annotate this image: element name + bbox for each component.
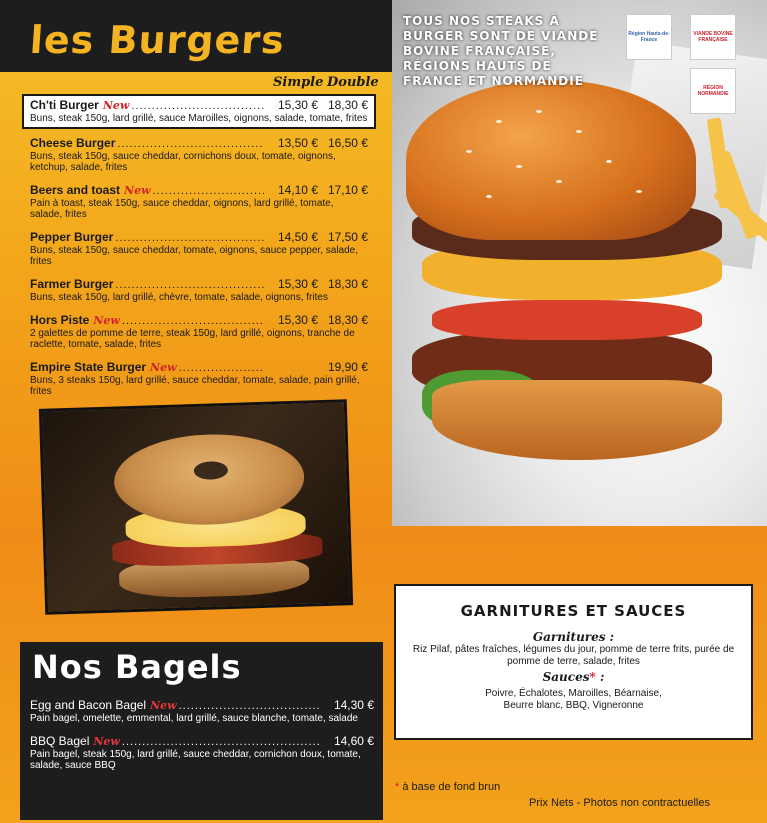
bagel-item [30, 698, 374, 724]
burger-item-line [30, 230, 368, 245]
burger-description: Buns, steak 150g, sauce cheddar, cornichons doux, tomate, oignons, ketchup, salade, frites [30, 151, 336, 173]
tomato-layer [432, 300, 702, 340]
leader-dots [115, 278, 264, 292]
burger-description: Buns, steak 150g, lard grillé, sauce Maroilles, oignons, salade, tomate, frites [30, 113, 368, 124]
column-double-header: Double [327, 75, 379, 90]
leader-dots [117, 137, 264, 151]
burger-name: Hors Piste [30, 313, 90, 327]
steak-origin-notice: TOUS NOS STEAKS À BURGER SONT DE VIANDE BOVINE FRANÇAISE, RÉGIONS HAUTS DE FRANCE ET NORMANDIE [403, 14, 599, 88]
price-simple: 13,50 € [277, 136, 318, 150]
new-badge: New [93, 735, 120, 748]
burger-description: Pain à toast, steak 150g, sauce cheddar, oignons, lard grillé, tomate, salade, frites [30, 198, 334, 220]
leader-dots [122, 735, 320, 749]
viande-bovine-francaise-logo [690, 14, 736, 60]
prix-note: Prix Nets - Photos non contractuelles [529, 797, 710, 809]
bun-top [406, 80, 696, 240]
bagel-description: Pain bagel, steak 150g, lard grillé, sauce cheddar, cornichon doux, tomate, salade, sauce BBQ [30, 749, 361, 771]
page-title: les Burgers [28, 18, 287, 62]
price-double: 18,30 € [327, 98, 368, 112]
sauces-colon: : [595, 670, 605, 684]
burger-description: Buns, steak 150g, lard grillé, chèvre, tomate, salade, oignons, frites [30, 292, 328, 303]
burger-name: Ch'ti Burger [30, 98, 99, 112]
bagel-description: Pain bagel, omelette, emmental, lard grillé, sauce blanche, tomate, salade [30, 713, 358, 724]
price-double: 19,90 € [327, 360, 368, 374]
sauces-asterisk: * [589, 670, 596, 684]
price-simple: 14,10 € [277, 183, 318, 197]
price-double: 17,50 € [327, 230, 368, 244]
bagel-price: 14,60 € [333, 734, 374, 748]
burger-description: Buns, 3 steaks 150g, lard grillé, sauce cheddar, tomate, salade, pain grillé, frites [30, 375, 360, 397]
new-badge: New [150, 699, 177, 712]
hauts-de-france-logo-text: Région Hauts-de-France [628, 31, 670, 43]
burger-item [22, 275, 376, 306]
footnote [395, 781, 500, 793]
garnitures-box [394, 584, 753, 740]
bagel-item-line [30, 734, 374, 749]
garnitures-title: GARNITURES ET SAUCES [460, 602, 687, 620]
price-double: 17,10 € [327, 183, 368, 197]
burger-description: Buns, steak 150g, sauce cheddar, tomate, oignons, sauce pepper, salade, frites [30, 245, 359, 267]
burger-item-line [30, 360, 368, 375]
burger-item [22, 134, 376, 176]
leader-dots [179, 699, 320, 713]
viande-bovine-logo-text: VIANDE BOVINE FRANÇAISE [693, 31, 733, 43]
burger-item-line [30, 136, 368, 151]
bagel-name: Egg and Bacon Bagel [30, 698, 147, 712]
garnitures-text: Riz Pilaf, pâtes fraîches, légumes du jour, pomme de terre frits, purée de pomme de terre, salade, frites [412, 644, 735, 667]
burger-item [22, 228, 376, 270]
sesame-seed [496, 120, 502, 123]
sesame-seed [606, 160, 612, 163]
sesame-seed [576, 130, 582, 133]
sesame-seed [536, 110, 542, 113]
price-double: 18,30 € [327, 313, 368, 327]
sesame-seed [516, 165, 522, 168]
normandie-logo-text: RÉGION NORMANDIE [697, 85, 729, 97]
bagel-photo [39, 399, 353, 615]
price-double: 16,50 € [327, 136, 368, 150]
burger-item [22, 311, 376, 353]
price-simple: 15,30 € [277, 313, 318, 327]
sauces-label-line [396, 670, 751, 684]
hauts-de-france-logo [626, 14, 672, 60]
column-simple-header: Simple [273, 75, 324, 90]
price-simple: 14,50 € [277, 230, 318, 244]
burger-item-line [30, 98, 368, 113]
burger-name: Beers and toast [30, 183, 121, 197]
bagels-section [20, 642, 383, 820]
sesame-seed [636, 190, 642, 193]
burger-description: 2 galettes de pomme de terre, steak 150g, lard grillé, oignons, tranche de raclette, tomate, salade, frites [30, 328, 355, 350]
leader-dots [131, 99, 264, 113]
new-badge: New [150, 361, 177, 374]
burger-name: Pepper Burger [30, 230, 114, 244]
leader-dots [179, 361, 264, 375]
sauces-label: Sauces [542, 670, 590, 684]
bagel-item-line [30, 698, 374, 713]
burger-name: Empire State Burger [30, 360, 147, 374]
sesame-seed [556, 180, 562, 183]
burger-item [22, 94, 376, 129]
burger-item-line [30, 313, 368, 328]
bagel-price: 14,30 € [333, 698, 374, 712]
leader-dots [122, 314, 264, 328]
sesame-seed [466, 150, 472, 153]
bun-bottom [432, 380, 722, 460]
sauces-text: Poivre, Échalotes, Maroilles, Béarnaise, Beurre blanc, BBQ, Vigneronne [485, 688, 662, 711]
leader-dots [115, 231, 264, 245]
footnote-asterisk: * [395, 781, 400, 793]
burger-item-line [30, 183, 368, 198]
burger-name: Cheese Burger [30, 136, 116, 150]
burger-list [22, 94, 376, 405]
burger-item [22, 358, 376, 400]
burger-item-line [30, 277, 368, 292]
new-badge: New [102, 99, 130, 112]
sesame-seed [486, 195, 492, 198]
new-badge: New [93, 314, 120, 327]
bagel-name: BBQ Bagel [30, 734, 90, 748]
garnitures-label: Garnitures : [532, 630, 615, 644]
price-double: 18,30 € [327, 277, 368, 291]
price-simple: 15,30 € [277, 277, 318, 291]
burger-name: Farmer Burger [30, 277, 114, 291]
normandie-logo [690, 68, 736, 114]
new-badge: New [124, 184, 151, 197]
bagel-item [30, 734, 374, 771]
footnote-text: à base de fond brun [402, 781, 501, 793]
leader-dots [153, 184, 264, 198]
bagel-list [30, 698, 374, 781]
price-simple: 15,30 € [277, 98, 318, 112]
burger-item [22, 181, 376, 223]
bagels-title: Nos Bagels [32, 648, 242, 686]
